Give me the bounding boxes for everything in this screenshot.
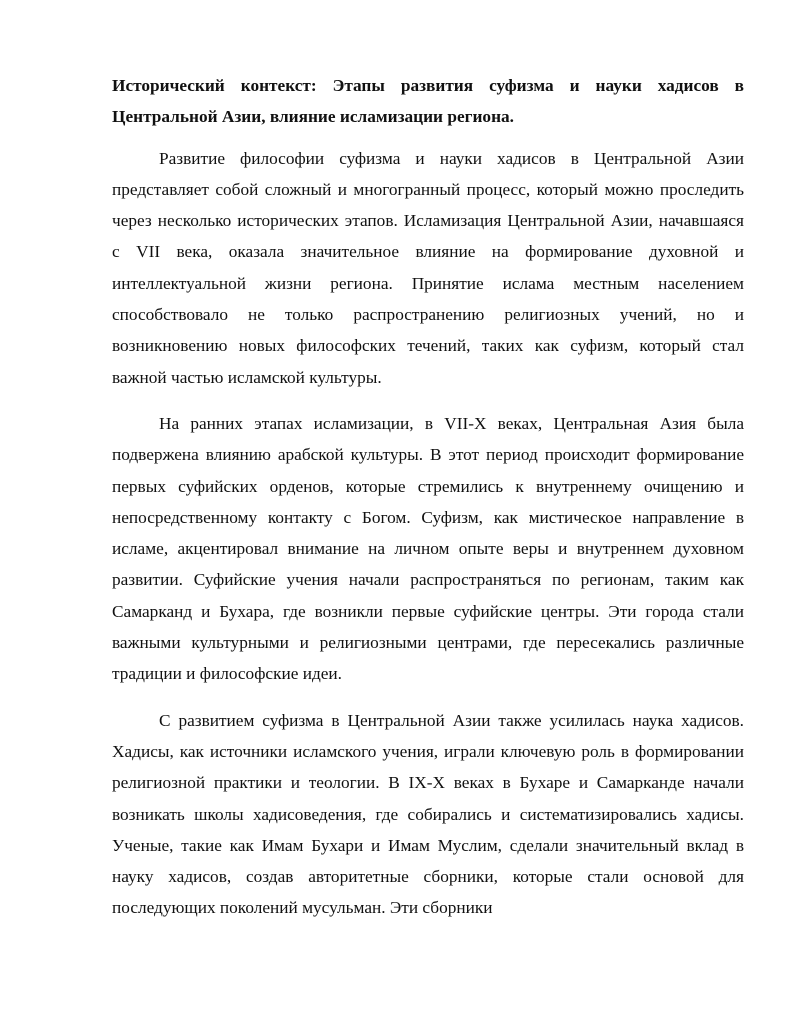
paragraph-1: Развитие философии суфизма и науки хадисов в Центральной Азии представляет собой сложный и многогранный процесс, который можно проследить через несколько исторических этапов. Исламизация Центральной Азии, начавшаяся с VII века, оказала значительное влияние на формирование духовной и интеллектуальной жизни региона. Принятие ислама местным населением способствовало не только распространению религиозных учений, но и возникновению новых философских течений, таких как суфизм, который стал важной частью исламской культуры.	[112, 148, 744, 387]
paragraph-2: На ранних этапах исламизации, в VII-X веках, Центральная Азия была подвержена влиянию арабской культуры. В этот период происходит формирование первых суфийских орденов, которые стремились к внутреннему очищению и непосредственному контакту с Богом. Суфизм, как мистическое направление в исламе, акцентировал внимание на личном опыте веры и внутреннем духовном развитии. Суфийские учения начали распространяться по регионам, таким как Самарканд и Бухара, где возникли первые суфийские центры. Эти города стали важными культурными и религиозными центрами, где пересекались различные традиции и философские идеи.	[112, 413, 744, 684]
paragraph-3: С развитием суфизма в Центральной Азии также усилилась наука хадисов. Хадисы, как источники исламского учения, играли ключевую роль в формировании религиозной практики и теологии. В IX-X веках в Бухаре и Самарканде начали возникать школы хадисоведения, где собирались и систематизировались хадисы. Ученые, такие как Имам Бухари и Имам Муслим, сделали значительный вклад в науку хадисов, создав авторитетные сборники, которые стали основой для последующих поколений мусульман. Эти сборники	[112, 710, 744, 918]
document-body	[112, 70, 744, 939]
section-heading: Исторический контекст: Этапы развития суфизма и науки хадисов в Центральной Азии, влияние исламизации региона.	[112, 76, 744, 127]
